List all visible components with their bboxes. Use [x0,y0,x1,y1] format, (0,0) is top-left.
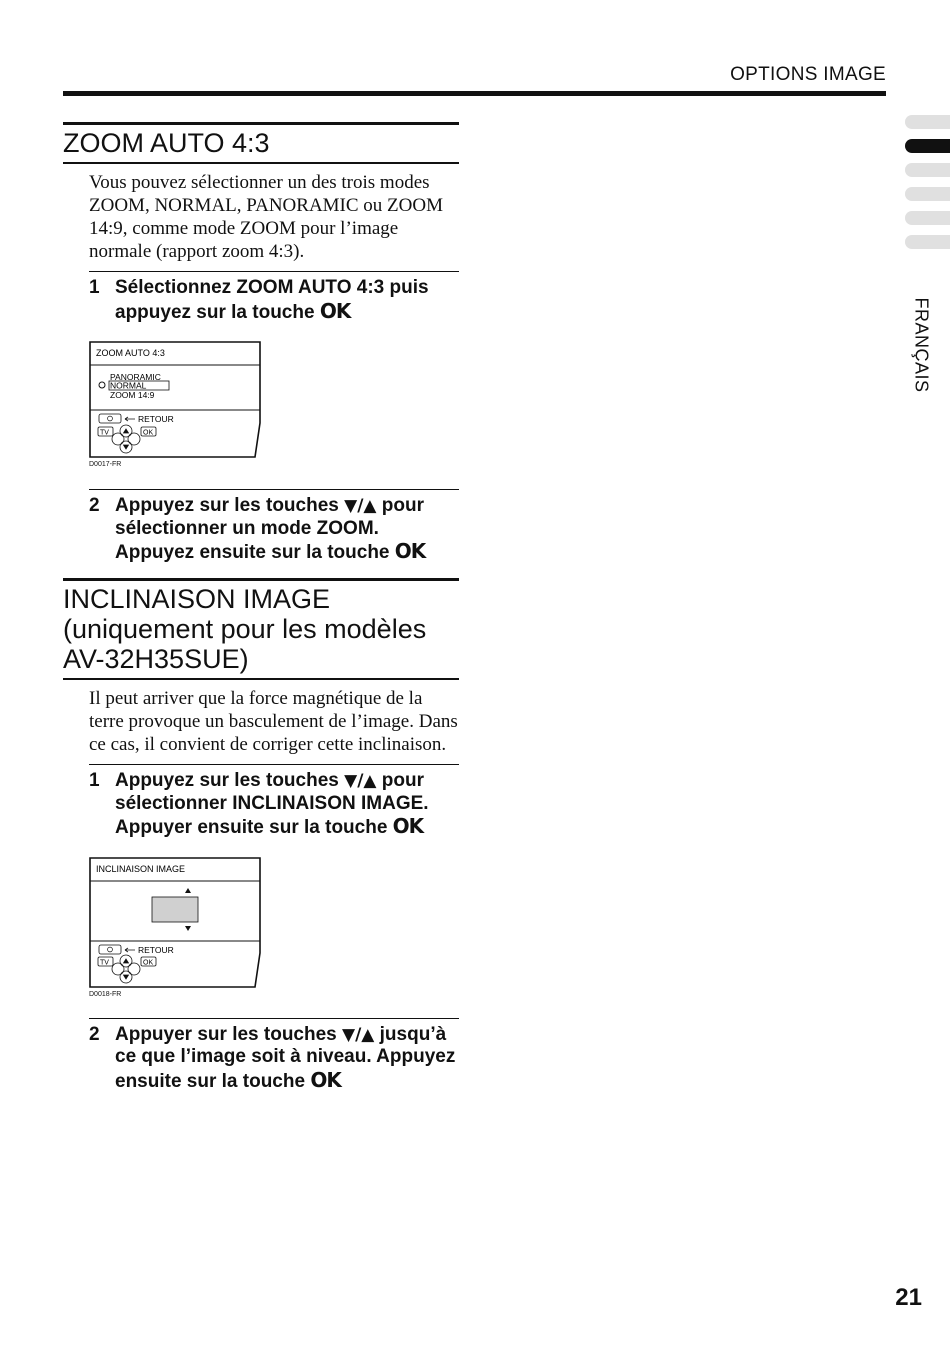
ok-button-icon: OK [319,298,351,323]
ok-button-icon: OK [392,814,424,838]
step-text: Sélectionnez ZOOM AUTO 4:3 puis appuyez sur la touche [115,277,429,323]
ok-button-icon: OK [394,539,426,563]
page-number: 21 [895,1284,922,1311]
step-2 [89,1018,459,1100]
osd-option-zoom149: ZOOM 14:9 [110,390,155,400]
chapter-tab [905,235,950,249]
section-title: INCLINAISON IMAGE (uniquement pour les modèles AV-32H35SUE) [63,578,459,680]
section-zoom-auto [63,122,459,571]
step-text: Appuyez sur les touches [115,770,345,791]
chapter-tab-active [905,139,950,153]
svg-text:TV: TV [100,959,109,966]
step-1 [89,764,459,846]
down-up-arrows-icon: ▼/▲ [344,496,377,516]
section-title: ZOOM AUTO 4:3 [63,122,459,164]
running-header: OPTIONS IMAGE [730,64,886,85]
language-label: FRANÇAIS [911,297,932,393]
section-intro: Il peut arriver que la force magnétique de la terre provoque un basculement de l’image. Dans ce cas, il convient de corriger cette inclinaison. [89,688,458,755]
osd-title: ZOOM AUTO 4:3 [96,348,165,358]
step-2 [89,489,459,571]
svg-text:TV: TV [100,429,109,437]
step-number: 1 [89,770,100,791]
chapter-tab [905,187,950,201]
osd-zoom-illustration [89,341,261,459]
down-up-arrows-icon: ▼/▲ [342,1024,375,1045]
section-intro: Vous pouvez sélectionner un des trois modes ZOOM, NORMAL, PANORAMIC ou ZOOM 14:9, comme mode ZOOM pour l’image normale (rapport zoom 4:3). [89,172,443,262]
step-text: jusqu’à ce que l’image soit à niveau. Appuyez ensuite sur la touche [115,1023,456,1092]
osd-inclinaison-illustration [89,857,261,989]
step-text: pour sélectionner un mode ZOOM. Appuyez ensuite sur la touche [115,495,424,563]
chapter-tab [905,211,950,225]
ok-button-icon: OK [310,1067,341,1092]
osd-zoom-screen [89,341,261,468]
step-number: 2 [89,1023,100,1045]
step-text: Appuyez sur les touches [115,495,345,516]
figure-code: D0018-FR [89,990,122,998]
chapter-tab [905,115,950,129]
step-text: Appuyer sur les touches [115,1023,343,1045]
step-text: pour sélectionner INCLINAISON IMAGE. Appuyer ensuite sur la touche [115,770,429,838]
svg-text:OK: OK [143,959,154,966]
svg-text:OK: OK [143,429,154,437]
osd-back-label: RETOUR [138,414,174,424]
osd-option-normal: NORMAL [110,380,147,391]
osd-back-label: RETOUR [138,944,174,955]
step-number: 2 [89,495,100,516]
step-1 [89,271,459,330]
down-up-arrows-icon: ▼/▲ [344,771,377,791]
figure-code: D0017-FR [89,461,122,468]
step-number: 1 [89,277,100,298]
chapter-tab [905,163,950,177]
tilt-picture-icon [152,897,198,922]
chapter-tabs [905,115,950,259]
osd-inclinaison-screen [89,857,261,998]
header-rule [63,91,886,96]
osd-title: INCLINAISON IMAGE [96,863,186,874]
section-inclinaison [63,578,459,1099]
osd-option-panoramic: PANORAMIC [110,372,161,382]
